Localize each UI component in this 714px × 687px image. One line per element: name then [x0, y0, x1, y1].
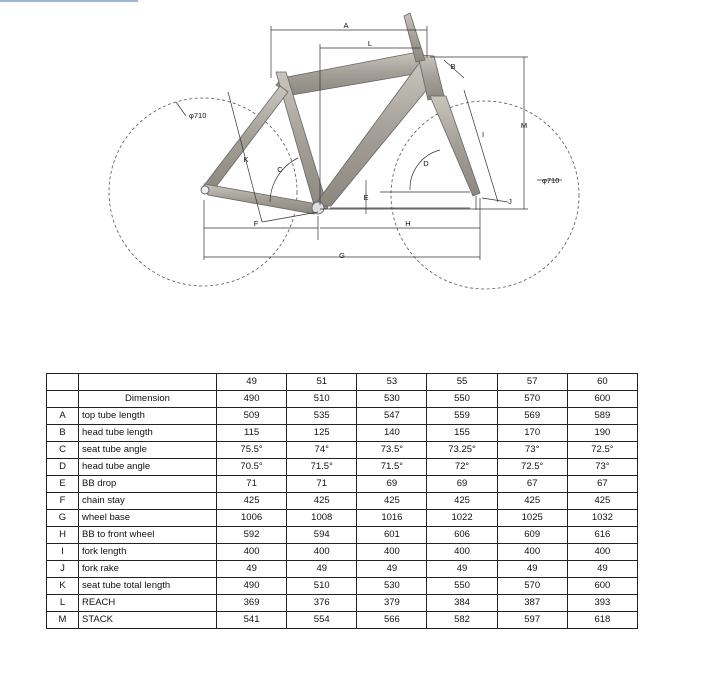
- row-code: J: [47, 561, 79, 578]
- row-value: 425: [497, 493, 567, 510]
- row-name: top tube length: [79, 408, 217, 425]
- row-value: 69: [357, 476, 427, 493]
- row-name: BB drop: [79, 476, 217, 493]
- row-value: 616: [567, 527, 637, 544]
- row-value: 125: [287, 425, 357, 442]
- row-value: 425: [567, 493, 637, 510]
- row-value: 379: [357, 595, 427, 612]
- row-value: 606: [427, 527, 497, 544]
- row-value: 400: [567, 544, 637, 561]
- chain-stay: [204, 184, 318, 214]
- label-D: D: [423, 159, 429, 168]
- corner-cell: [79, 374, 217, 391]
- row-value: 592: [217, 527, 287, 544]
- table-row: [47, 595, 638, 612]
- row-value: 1022: [427, 510, 497, 527]
- row-value: 73.5°: [357, 442, 427, 459]
- label-I: I: [481, 130, 485, 139]
- row-value: 71.5°: [357, 459, 427, 476]
- row-value: 425: [287, 493, 357, 510]
- row-value: 582: [427, 612, 497, 629]
- row-value: 609: [497, 527, 567, 544]
- row-value: 509: [217, 408, 287, 425]
- size-header: 53: [357, 374, 427, 391]
- dimension-value: 570: [497, 391, 567, 408]
- row-value: 72.5°: [567, 442, 637, 459]
- rear-dropout: [201, 186, 209, 194]
- row-value: 570: [497, 578, 567, 595]
- row-value: 155: [427, 425, 497, 442]
- row-name: head tube length: [79, 425, 217, 442]
- label-B: B: [450, 62, 456, 71]
- row-value: 425: [217, 493, 287, 510]
- row-value: 115: [217, 425, 287, 442]
- row-code: G: [47, 510, 79, 527]
- row-name: fork rake: [79, 561, 217, 578]
- table-row: [47, 544, 638, 561]
- row-name: BB to front wheel: [79, 527, 217, 544]
- size-header: 55: [427, 374, 497, 391]
- dimension-value: 530: [357, 391, 427, 408]
- row-value: 400: [217, 544, 287, 561]
- table-row: [47, 476, 638, 493]
- row-value: 547: [357, 408, 427, 425]
- row-value: 49: [287, 561, 357, 578]
- corner-cell: [47, 374, 79, 391]
- row-code: L: [47, 595, 79, 612]
- row-code: I: [47, 544, 79, 561]
- label-G: G: [339, 251, 345, 260]
- row-value: 73.25°: [427, 442, 497, 459]
- row-value: 1008: [287, 510, 357, 527]
- row-code: D: [47, 459, 79, 476]
- table-row: [47, 425, 638, 442]
- row-value: 559: [427, 408, 497, 425]
- row-value: 72°: [427, 459, 497, 476]
- row-value: 72.5°: [497, 459, 567, 476]
- row-value: 400: [427, 544, 497, 561]
- row-value: 550: [427, 578, 497, 595]
- row-name: REACH: [79, 595, 217, 612]
- row-code: F: [47, 493, 79, 510]
- fork: [430, 96, 480, 196]
- row-value: 73°: [567, 459, 637, 476]
- row-code: B: [47, 425, 79, 442]
- table-row: [47, 510, 638, 527]
- row-value: 1032: [567, 510, 637, 527]
- table-row: [47, 578, 638, 595]
- rear-wheel-diameter: φ710: [189, 111, 207, 120]
- row-value: 190: [567, 425, 637, 442]
- front-wheel-outline: [391, 101, 579, 289]
- row-value: 49: [357, 561, 427, 578]
- size-header: 49: [217, 374, 287, 391]
- row-name: wheel base: [79, 510, 217, 527]
- row-code: C: [47, 442, 79, 459]
- label-A: A: [343, 21, 349, 30]
- row-value: 594: [287, 527, 357, 544]
- row-value: 393: [567, 595, 637, 612]
- dimension-value: 600: [567, 391, 637, 408]
- row-value: 618: [567, 612, 637, 629]
- front-wheel-diameter: φ710: [542, 176, 560, 185]
- row-value: 541: [217, 612, 287, 629]
- row-value: 49: [567, 561, 637, 578]
- row-value: 400: [497, 544, 567, 561]
- table-row: [47, 493, 638, 510]
- size-header: 60: [567, 374, 637, 391]
- row-code: M: [47, 612, 79, 629]
- size-header: 57: [497, 374, 567, 391]
- table-row: [47, 459, 638, 476]
- row-value: 510: [287, 578, 357, 595]
- row-value: 73°: [497, 442, 567, 459]
- table-row: [47, 561, 638, 578]
- dimension-label: Dimension: [79, 391, 217, 408]
- size-header-row: [47, 374, 638, 391]
- row-name: chain stay: [79, 493, 217, 510]
- seat-stay: [202, 86, 288, 192]
- row-value: 1016: [357, 510, 427, 527]
- table-row: [47, 527, 638, 544]
- dimension-value: 550: [427, 391, 497, 408]
- row-value: 530: [357, 578, 427, 595]
- row-value: 74°: [287, 442, 357, 459]
- label-K: K: [243, 155, 249, 164]
- row-value: 75.5°: [217, 442, 287, 459]
- row-value: 71: [217, 476, 287, 493]
- row-name: seat tube angle: [79, 442, 217, 459]
- label-C: C: [277, 165, 283, 174]
- row-value: 1025: [497, 510, 567, 527]
- frame-geometry-diagram: [0, 0, 714, 300]
- row-value: 425: [427, 493, 497, 510]
- row-value: 49: [497, 561, 567, 578]
- row-value: 601: [357, 527, 427, 544]
- row-value: 376: [287, 595, 357, 612]
- row-value: 49: [427, 561, 497, 578]
- row-code: A: [47, 408, 79, 425]
- label-E: E: [363, 193, 369, 202]
- row-value: 49: [217, 561, 287, 578]
- table-row: [47, 612, 638, 629]
- row-value: 569: [497, 408, 567, 425]
- bike-frame: [202, 13, 480, 214]
- row-name: head tube angle: [79, 459, 217, 476]
- row-code: [47, 391, 79, 408]
- row-value: 67: [567, 476, 637, 493]
- row-value: 554: [287, 612, 357, 629]
- row-value: 140: [357, 425, 427, 442]
- row-value: 597: [497, 612, 567, 629]
- label-H: H: [405, 219, 411, 228]
- size-header: 51: [287, 374, 357, 391]
- row-name: seat tube total length: [79, 578, 217, 595]
- table-row: [47, 408, 638, 425]
- label-J: J: [508, 197, 512, 206]
- row-value: 535: [287, 408, 357, 425]
- row-value: 170: [497, 425, 567, 442]
- row-value: 566: [357, 612, 427, 629]
- label-M: M: [520, 121, 528, 130]
- row-value: 71.5°: [287, 459, 357, 476]
- row-code: H: [47, 527, 79, 544]
- row-value: 490: [217, 578, 287, 595]
- geometry-table: [46, 373, 638, 629]
- label-F: F: [253, 219, 259, 228]
- row-name: fork length: [79, 544, 217, 561]
- row-value: 71: [287, 476, 357, 493]
- row-value: 387: [497, 595, 567, 612]
- dimension-value: 490: [217, 391, 287, 408]
- row-value: 369: [217, 595, 287, 612]
- row-value: 70.5°: [217, 459, 287, 476]
- row-value: 384: [427, 595, 497, 612]
- row-value: 400: [357, 544, 427, 561]
- row-value: 589: [567, 408, 637, 425]
- row-name: STACK: [79, 612, 217, 629]
- row-code: K: [47, 578, 79, 595]
- row-value: 69: [427, 476, 497, 493]
- row-value: 425: [357, 493, 427, 510]
- row-code: E: [47, 476, 79, 493]
- dimension-row: [47, 391, 638, 408]
- dimension-value: 510: [287, 391, 357, 408]
- row-value: 67: [497, 476, 567, 493]
- row-value: 1006: [217, 510, 287, 527]
- table-row: [47, 442, 638, 459]
- row-value: 600: [567, 578, 637, 595]
- row-value: 400: [287, 544, 357, 561]
- label-L: L: [367, 39, 373, 48]
